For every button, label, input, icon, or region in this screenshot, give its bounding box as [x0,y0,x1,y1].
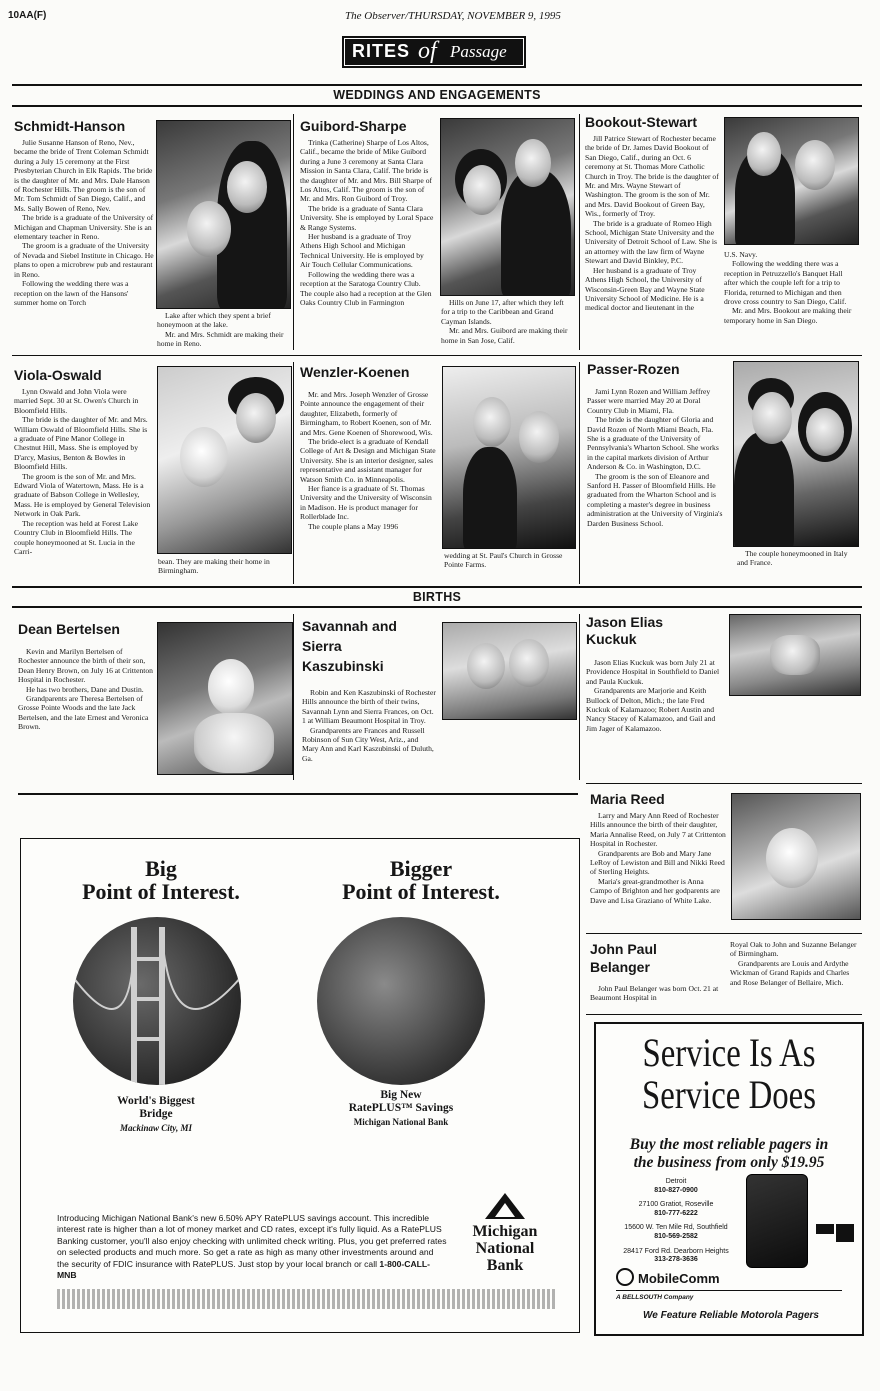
headline: Guibord-Sharpe [300,118,407,134]
row-divider [12,355,862,356]
paragraph: Following the wedding there was a reception at the Saratoga Country Club. The couple also had a reception at the Glen Oaks Country Club in Farmington [300,269,432,307]
headline [586,614,724,648]
bank-name-line: National [475,1240,535,1257]
ad-fine-print [57,1289,557,1309]
headline-line: Kaszubinski [302,658,384,674]
col-divider [579,614,580,780]
store-name: 15600 W. Ten Mile Rd, Southfield [624,1224,728,1232]
badge-icon [816,1224,834,1234]
birth-john-paul-belanger [590,940,724,1003]
announcement-viola-oswald [14,367,152,556]
store-name: 27100 Gratiot, Roseville [638,1201,714,1209]
pager-ad-subhead [602,1136,856,1172]
headline-line: Service Is As [642,1030,816,1075]
paragraph: The groom is the son of Mr. and Mrs. Edward Viola of Watertown, Mass. He is a graduate of Babson College in Wellesley, Mass. He is employed by General Television Network in Oak Park. [14,471,151,519]
headline [590,940,724,976]
store-location[interactable] [616,1178,736,1195]
baby-photo [731,793,861,920]
paragraph: Royal Oak to John and Suzanne Belanger of Birmingham. [730,940,857,959]
mobilecomm-circle-icon [616,1268,634,1286]
caption-line: Following the wedding there was a reception in Petruzzello's Banquet Hall after which the couple left for a trip to Florida, returned to Michigan and then drove cross country to San Diego, Calif. [724,259,847,307]
baby-photo [157,622,293,775]
paragraph: The bride-elect is a graduate of Kendall College of Art & Design and Michigan State University. She is an interior designer, sales representative and assistant manager for Watson Smith Co. in Minneapolis. [300,437,436,484]
announcement-bookout-stewart [585,114,719,313]
pager-ad-headline [625,1032,833,1116]
pager-tagline: We Feature Reliable Motorola Pagers [643,1310,819,1321]
caption [724,250,857,325]
caption-line: The couple honeymooned in Italy and France. [737,549,848,568]
paragraph: The bride is a graduate of the University of Michigan and Chapman University. She is an elementary teacher in Reno. [14,213,154,242]
headline-line: Savannah and [302,618,397,634]
store-phone: 810-569-2582 [654,1232,698,1240]
paragraph: Her husband is a graduate of Troy Athens High School, the University of Wisconsin-Green Bay and Wayne State University School of Medicine. He is a medical doctor and lieutenant in the [585,265,705,313]
subhead-line: Buy the most reliable pagers in [629,1136,829,1153]
twins-photo [442,622,577,720]
paragraph: Jill Patrice Stewart of Rochester became the bride of Dr. James David Bookout of San Diego, Calif., during an Oct. 6 ceremony at St. Thomas More Catholic Church in Troy. The bride is the daughter of Mr. and Mrs. Wayne Stewart of Washington. The groom is the son of Mr. and Mrs. David Bookout of Green Bay, Wis., formerly of Troy. [585,134,719,219]
store-phone: 810-777-6222 [654,1209,698,1217]
caption-line: Mr. and Mrs. Guibord are making their home in San Jose, Calif. [441,326,568,345]
brand-name: MobileComm [638,1271,720,1286]
headline-line: Belanger [590,959,650,975]
row-divider [586,933,862,934]
wedding-photo [440,118,575,296]
savings-globe-image [317,917,485,1085]
paragraph: Larry and Mary Ann Reed of Rochester Hills announce the birth of their daughter, Maria Annalise Reed, on July 7 at Crittenton Hospital in Rochester. [590,811,726,849]
caption [157,311,289,349]
pager-ad-rule [616,1290,842,1291]
paragraph: Grandparents are Frances and Russell Robinson of Sun City West, Ariz., and Mary Ann and Karl Kaszubinski of Duluth, Ga. [302,725,434,763]
headline-line: Big [145,856,177,881]
brand-sub: A BELLSOUTH Company [616,1294,694,1301]
paragraph: Kevin and Marilyn Bertelsen of Rochester announce the birth of their son, Dean Henry Brown, on July 16 at Crittenton Hospital in Rochester. [18,647,153,685]
wedding-photo [724,117,859,245]
ad-left-place: Mackinaw City, MI [120,1123,192,1133]
col-divider [579,362,580,584]
page-label: 10AA(F) [8,10,47,21]
caption-line: Hills on June 17, after which they left for a trip to the Caribbean and Grand Cayman Islands. [441,298,564,326]
birth-dean-bertelsen [18,621,154,732]
paragraph: Jami Lynn Rozen and William Jeffrey Passer were married May 20 at Doral Country Club in Miami, Fla. [587,387,711,415]
ad-body-copy [57,1213,447,1281]
paragraph: Trinka (Catherine) Sharpe of Los Altos, Calif., became the bride of Mike Guibord during a June 3 ceremony at Santa Clara Mission in Santa Clara, Calif. The bride is the daughter of Mr. and Mrs. Bill Sharpe of Los Altos, Calif. The groom is the son of Mr. and Mrs. Ron Guibord of Troy. [300,138,433,204]
row-divider [586,783,862,784]
caption [158,557,290,576]
store-name: 28417 Ford Rd. Dearborn Heights [623,1247,729,1255]
pager-device-image [746,1174,808,1268]
caption-line: Mr. and Mrs. Schmidt are making their home in Reno. [157,329,284,349]
bridge-image [73,917,241,1085]
baby-photo [729,614,861,696]
caption-line: Bridge [139,1108,173,1120]
row-divider [586,1014,862,1015]
headline-line: John Paul [590,941,657,957]
bank-name-line: Michigan [472,1223,538,1240]
paragraph: Grandparents are Theresa Bertelsen of Grosse Pointe Woods and the late Jack Bertelsen, and the late Ernest and Veronica Brown. [18,694,149,732]
michigan-national-bank-ad[interactable] [20,838,580,1333]
mobilecomm-pager-ad[interactable] [594,1022,864,1336]
paragraph: The bride is the daughter of Gloria and David Rozen of North Miami Beach, Fla. She is a graduate of the University of Pennsylvania's Wharton School. She works in the capital markets division of Arthur Anderson & Co. in Washington, D.C. [587,415,719,472]
paragraph: The bride is the daughter of Mr. and Mrs. William Oswald of Bloomfield Hills. She is a graduate of Pine Manor College in Chestnut Hill, Mass. She is employed by D'arcy, Masius, Benton & Bowles in Bloomfield Hills. [14,415,148,472]
paragraph: The bride is a graduate of Santa Clara University. She is employed by Loral Space & Range Systems. [300,203,434,232]
birth-continued [730,940,860,987]
paragraph: The groom is the son of Eleanore and Sanford H. Passer of Bloomfield Hills. He graduated from the Wharton School and is completing a master's degree in business administration at the University of Virginia's Darden Business School. [587,471,723,528]
caption [737,549,859,568]
caption-line: Mr. and Mrs. Bookout are making their temporary home in San Diego. [724,306,852,325]
headline: Bookout-Stewart [585,114,697,130]
store-name: Detroit [665,1178,687,1185]
caption-line: U.S. Navy. [724,250,758,259]
paragraph: The bride is a graduate of Romeo High School, Michigan State University and the University of Detroit School of Law. She is an attorney with the law firm of Wayne Stewart and David Binkley, P.C. [585,218,717,266]
store-location[interactable] [616,1248,736,1265]
headline-line: Bigger [389,856,453,881]
row-divider [18,793,578,795]
caption-line: wedding at St. Paul's Church in Grosse Pointe Farms. [444,551,563,570]
announcement-schmidt-hanson [14,118,154,307]
caption-line: World's Biggest [117,1095,195,1107]
caption-line: RatePLUS™ Savings [348,1102,454,1114]
store-locations [616,1178,736,1265]
headline-line: Point of Interest. [82,879,240,904]
wedding-photo [733,361,859,547]
ad-left-headline [41,857,281,903]
bridge-icon [73,917,241,1085]
col-divider [293,614,294,780]
store-location[interactable] [616,1201,736,1218]
caption-line: Lake after which they spent a brief honeymoon at the lake. [157,311,271,330]
paragraph: Her husband is a graduate of Troy Athens High School and Michigan Technical University. He is employed by Air Touch Cellular Communications. [300,232,424,270]
births-top-rule [12,586,862,588]
wedding-photo [156,120,291,309]
logo-of: of [418,38,437,64]
headline-line: Kuckuk [586,631,637,647]
col-divider [293,362,294,584]
price: $19.95 [781,1154,825,1171]
paragraph: Following the wedding there was a reception on the lawn of the Hansons' summer home on Torch [14,279,129,307]
paragraph: The reception was held at Forest Lake Country Club in Bloomfield Hills. The couple honeymooned at St. Lucia in the Carri- [14,518,138,556]
wedding-photo [157,366,292,554]
store-location[interactable] [616,1224,736,1241]
caption [441,298,573,345]
col-divider [579,114,580,350]
weddings-bottom-rule [12,105,862,107]
folio: The Observer/THURSDAY, NOVEMBER 9, 1995 [345,10,561,22]
headline-line: Service Does [642,1072,816,1117]
paragraph: The groom is a graduate of the University of Nevada and Siebel Institute in Chicago. He plans to open a microbrew pub and restaurant in Reno. [14,241,154,279]
paragraph: Grandparents are Marjorie and Keith Bullock of Delton, Mich.; the late Fred Kuckuk of Kalamazoo; Robert Austin and Nancy Stacey of Kalamazoo, and Gail and Jim Jager of Kalamazoo. [586,686,716,733]
ad-right-headline [301,857,541,903]
paragraph: Robin and Ken Kaszubinski of Rochester Hills announce the birth of their twins, Savannah Lynn and Sierra Frances, on Oct. 1 at William Beaumont Hospital in Troy. [302,688,436,726]
headline: Viola-Oswald [14,367,102,383]
headline: Passer-Rozen [587,361,680,377]
paragraph: He has two brothers, Dane and Dustin. [26,684,144,694]
paragraph: Her fiance is a graduate of St. Thomas University and the University of Wisconsin in Madison. He is product manager for Rollerblade Inc. [300,484,432,522]
paragraph: Lynn Oswald and John Viola were married Sept. 30 at St. Owen's Church in Bloomfield Hills. [14,387,139,415]
birth-kaszubinski [302,616,436,763]
announcement-passer-rozen [587,361,725,528]
announcement-guibord-sharpe [300,118,434,307]
paragraph: Maria's great-grandmother is Anna Campo of Brighton and her godparents are Dave and Lisa Graziano of White Lake. [590,876,720,905]
paragraph: Julie Susanne Hanson of Reno, Nev., became the bride of Trent Coleman Schmidt during a July 15 ceremony at the First Presbyterian Church in Elk Rapids. The bride is the daughter of Mr. and Mrs. Dale Hanson of Rochester Hills. The groom is the son of Mr. Tom Schmidt of San Diego, Calif., and Ms. Sally Bowen of Reno, Nev. [14,138,153,213]
caption-line: bean. They are making their home in Birmingham. [158,557,270,576]
headline: Schmidt-Hanson [14,118,126,134]
paragraph: John Paul Belanger was born Oct. 21 at Beaumont Hospital in [590,984,719,1003]
births-bottom-rule [12,606,862,608]
headline-line: Point of Interest. [342,879,500,904]
logo-rites: RITES [352,41,411,61]
bank-name-line: Bank [486,1257,524,1274]
weddings-section-title: WEDDINGS AND ENGAGEMENTS [333,88,541,102]
subhead-line: the business from only [633,1154,778,1171]
caption-line: Big New [380,1089,422,1101]
caption [444,551,576,570]
paragraph: Grandparents are Louis and Ardythe Wickman of Grand Rapids and Charles and Rose Belanger of Bellaire, Mich. [730,958,850,987]
bank-triangle-icon [483,1191,527,1221]
ad-phone[interactable]: 1-800-CALL-MNB [57,1258,431,1281]
announcement-wenzler-koenen [300,364,436,531]
paragraph: Mr. and Mrs. Joseph Wenzler of Grosse Pointe announce the engagement of their daughter, Elizabeth, formerly of Birmingham, to Robert Koenen, son of Mr. and Mrs. Gene Koenen of Shorewood, Wis. [300,390,433,437]
ad-right-caption [301,1089,501,1115]
store-phone: 313-278-3636 [654,1256,698,1264]
weddings-top-rule [12,84,862,86]
headline [302,616,436,676]
col-divider [293,114,294,350]
births-section-title: BIRTHS [412,590,462,604]
birth-jason-kuckuk [586,614,724,733]
birth-maria-reed [590,791,726,905]
headline: Wenzler-Koenen [300,364,410,380]
paragraph: Jason Elias Kuckuk was born July 21 at Providence Hospital in Southfield to Daniel and Paula Kuckuk. [586,658,720,686]
bank-logo[interactable] [455,1191,555,1274]
mobilecomm-logo [616,1268,766,1286]
ad-right-place: Michigan National Bank [353,1117,449,1127]
engagement-photo [442,366,576,549]
ad-body: Introducing Michigan National Bank's new 6.50% APY RatePLUS savings account. This incredible interest rate is higher than a lot of money market and CD rates, except it's fully liquid. As a RatePLUS Banking customer, you'll also enjoy checking with unlimited check writing. Plus, you get preferred rates on selected products and much more. So get a rate as high as many other investments around and the security of FDIC insurance with RatePLUS. Just stop by your local branch or call [57,1213,447,1269]
headline: Maria Reed [590,791,665,807]
store-phone: 810-827-0900 [654,1186,698,1194]
paragraph: The couple plans a May 1996 [308,521,399,531]
headline-line: Sierra [302,638,342,654]
rites-of-passage-logo [342,36,526,68]
ad-left-caption [61,1095,251,1121]
paragraph: Grandparents are Bob and Mary Jane LeRoy of Lewiston and Bill and Nikki Reed of Sterling Heights. [590,848,725,877]
headline: Dean Bertelsen [18,621,120,637]
logo-passage: Passage [450,42,507,61]
badge-icon [836,1224,854,1242]
headline-line: Jason Elias [586,614,664,630]
